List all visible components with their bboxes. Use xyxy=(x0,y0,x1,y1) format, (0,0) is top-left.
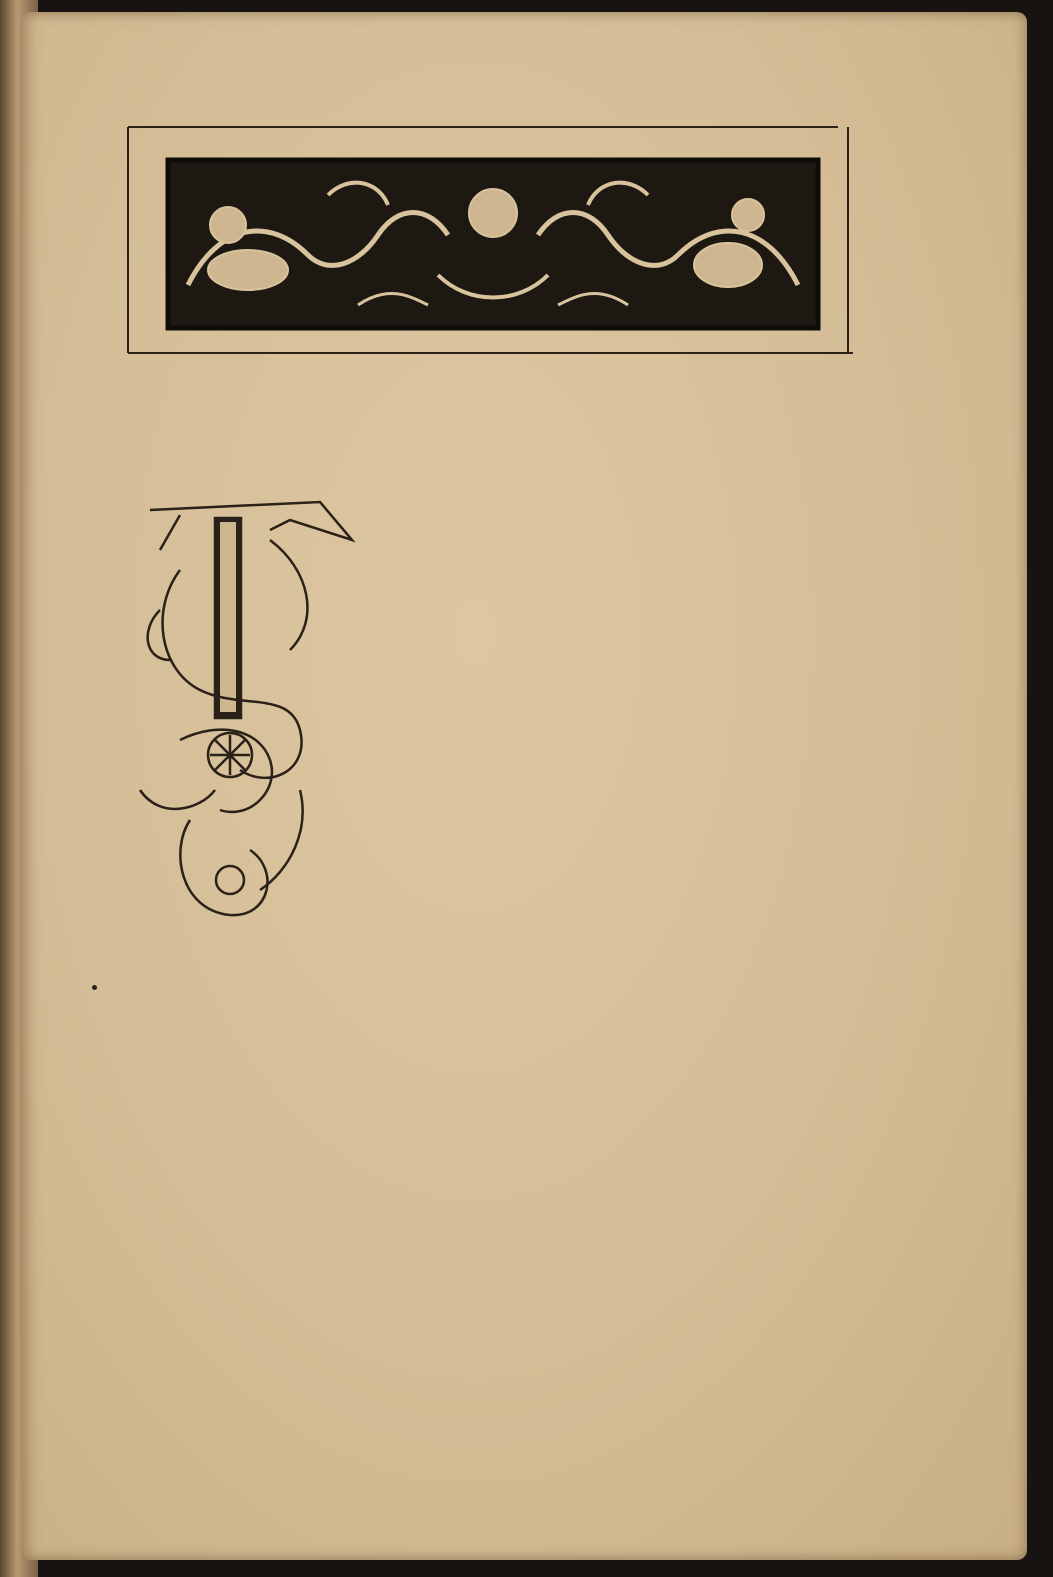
margin-ink-dot xyxy=(92,985,97,990)
ornamental-header-band xyxy=(108,105,868,375)
drop-cap-ornament xyxy=(120,490,360,935)
